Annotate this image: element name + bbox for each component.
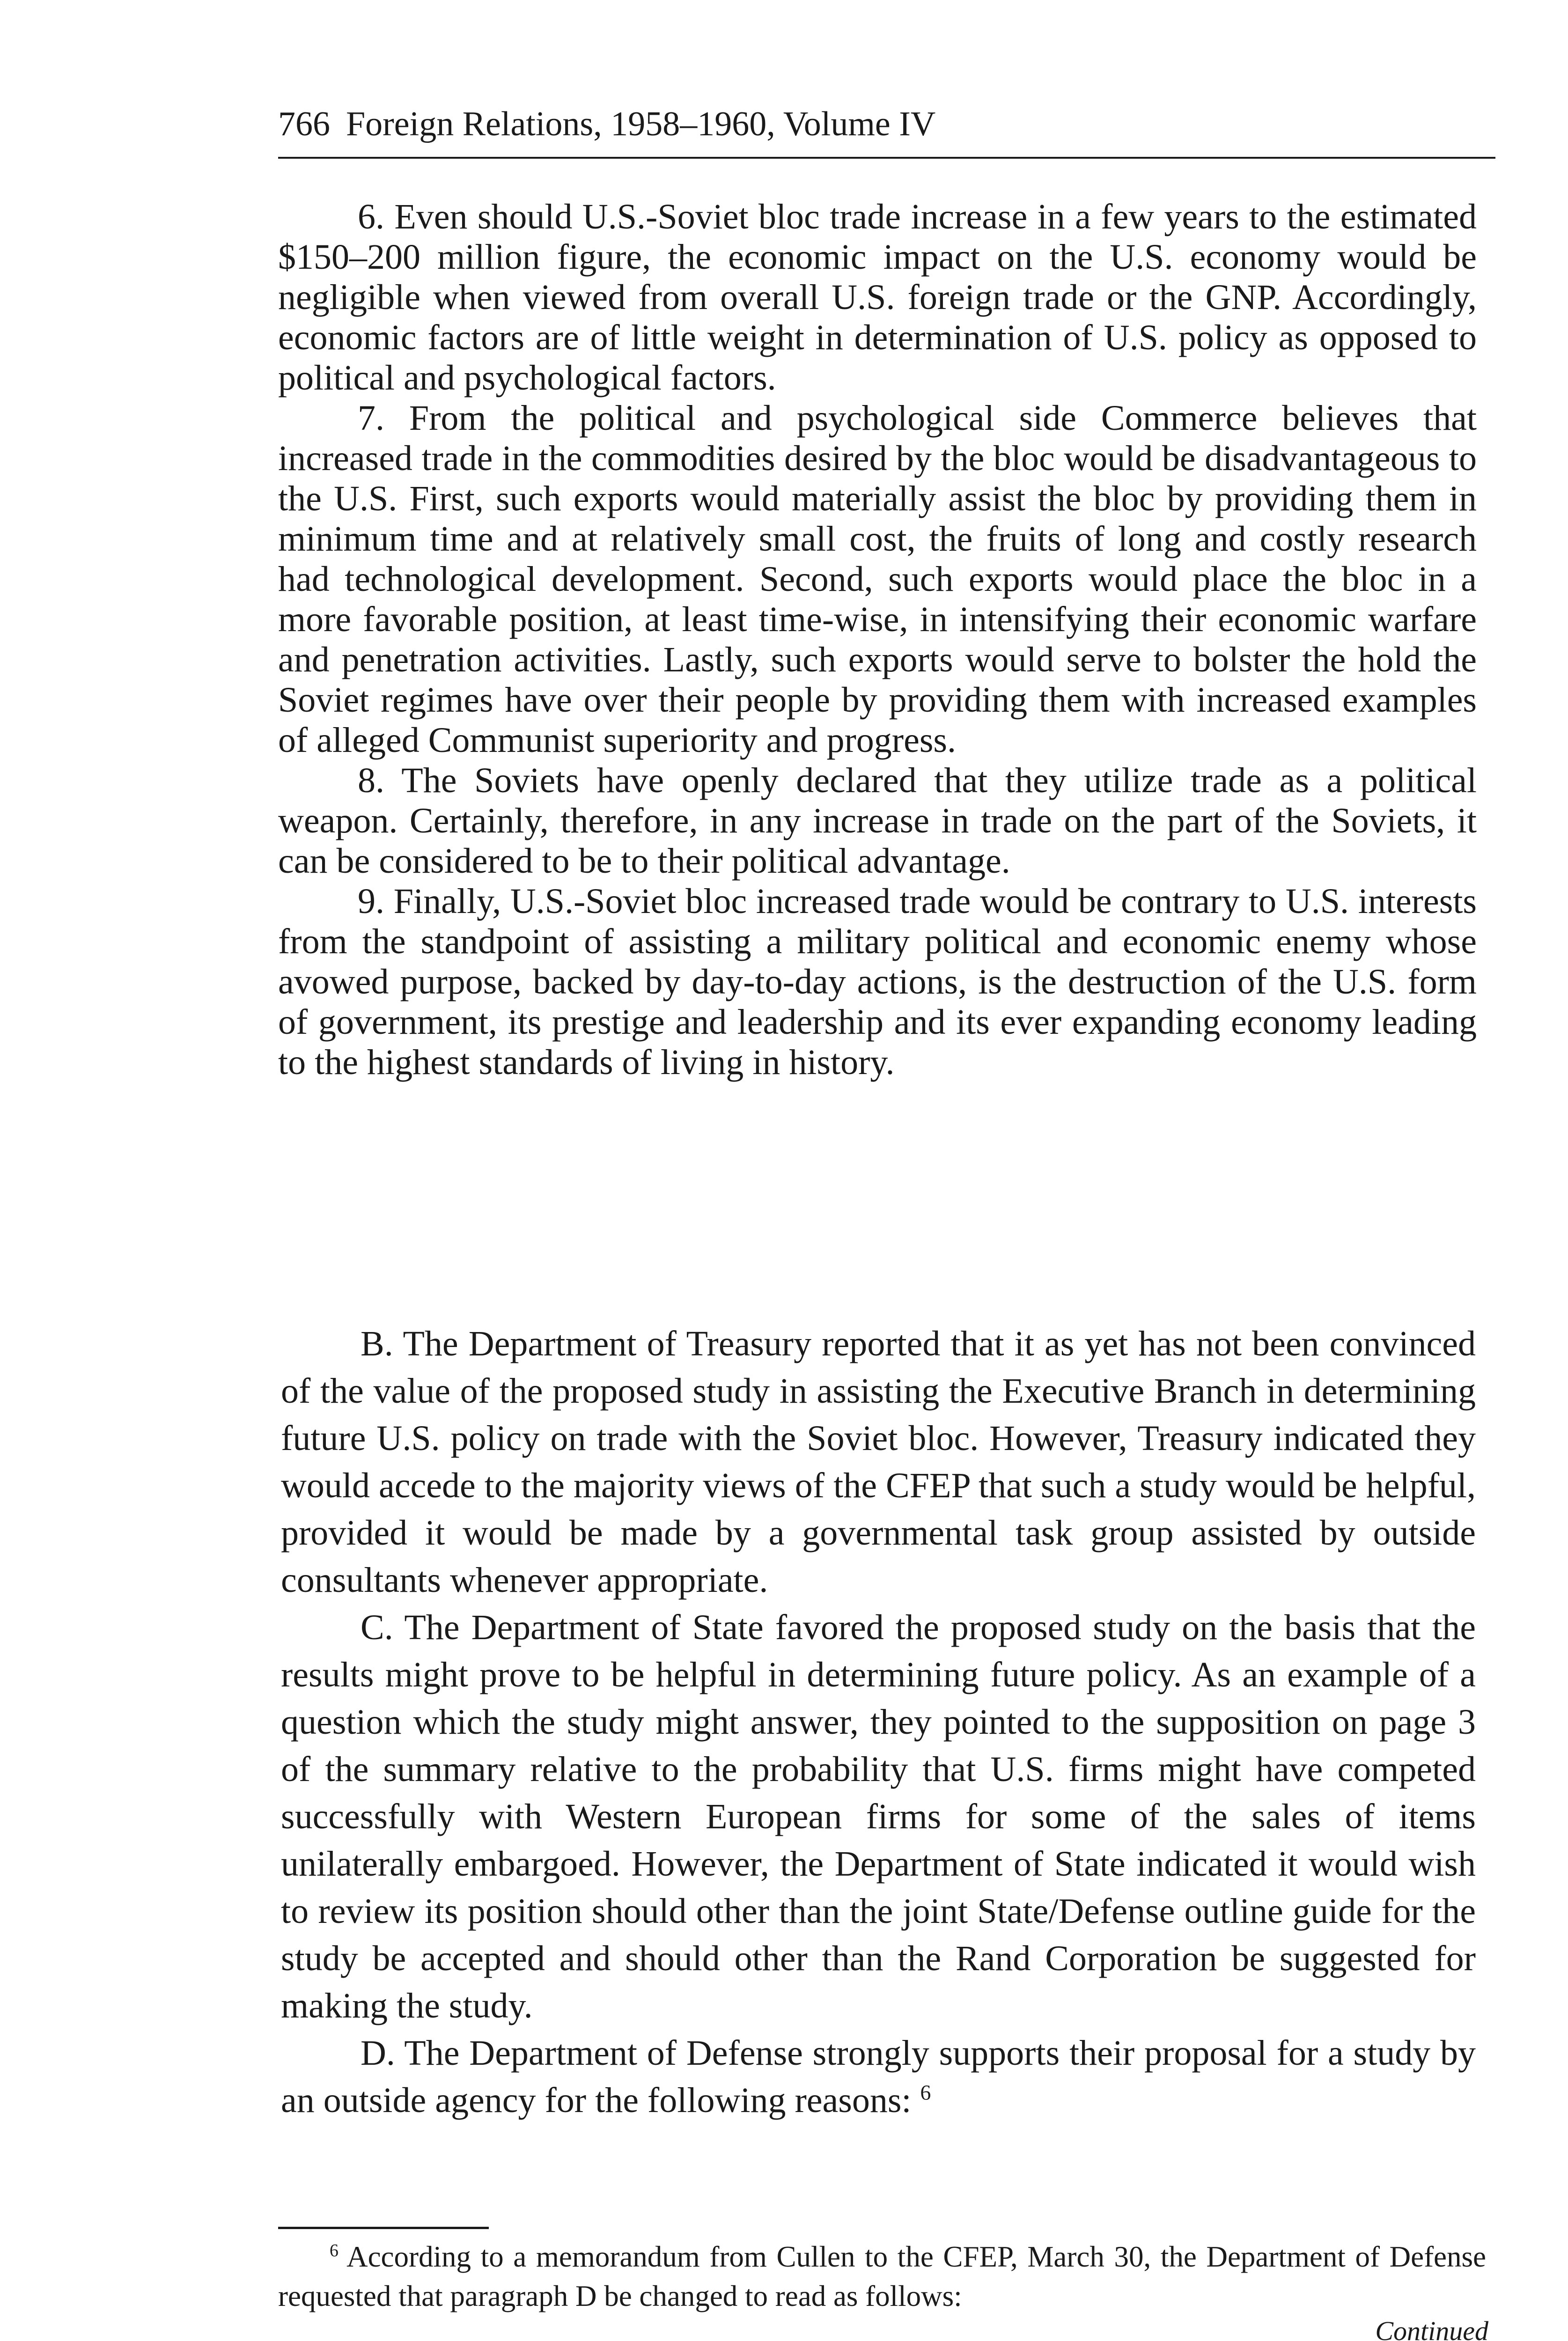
paragraph-d-text: D. The Department of Defense strongly supports their proposal for a study by an outside agency for the following reasons: [281, 2033, 1476, 2120]
footnote-text: According to a memorandum from Cullen to the CFEP, March 30, the Department of Defense requested that paragraph D be changed to read as follows: [278, 2240, 1486, 2312]
footnote-divider [278, 2227, 489, 2229]
paragraph-d [281, 2030, 1476, 2124]
paragraph-c: C. The Department of State favored the proposed study on the basis that the results might prove to be helpful in determining future policy. As an example of a question which the study might answer, they pointed to the supposition on page 3 of the summary relative to the probability that U.S. firms might have competed successfully with Western European firms for some of the sales of items unilaterally embargoed. However, the Department of State indicated it would wish to review its position should other than the joint State/Defense outline guide for the study be accepted and should other than the Rand Corporation be suggested for making the study. [281, 1608, 1476, 2025]
running-header [278, 98, 1495, 159]
paragraph-7: 7. From the political and psychological side Commerce believes that increased trade in the commodities desired by the bloc would be disadvantageous to the U.S. First, such exports would materially assist the bloc by providing them in minimum time and at relatively small cost, the fruits of long and costly research had technological development. Second, such exports would place the bloc in a more favorable position, at least time-wise, in intensifying their economic warfare and penetration activities. Lastly, such exports would serve to bolster the hold the Soviet regimes have over their people by providing them with increased examples of alleged Communist superiority and progress. [278, 398, 1477, 760]
paragraph-9: 9. Finally, U.S.-Soviet bloc increased trade would be contrary to U.S. interests from the standpoint of assisting a military political and economic enemy whose avowed purpose, backed by day-to-day actions, is the destruction of the U.S. form of government, its prestige and leadership and its ever expanding economy leading to the highest standards of living in history. [278, 882, 1477, 1082]
footnote-reference: 6 [920, 2080, 931, 2105]
paragraph-b: B. The Department of Treasury reported that it as yet has not been convinced of the value of the proposed study in assisting the Executive Branch in determining future U.S. policy on trade with the Soviet bloc. However, Treasury indicated they would accede to the majority views of the CFEP that such a study would be helpful, provided it would be made by a governmental task group assisted by outside consultants whenever appropriate. [281, 1324, 1476, 1600]
paragraph-8: 8. The Soviets have openly declared that they utilize trade as a political weapon. Certainly, therefore, in any increase in trade on the part of the Soviets, it can be considered to be to their political advantage. [278, 761, 1477, 881]
continued-label: Continued [1375, 2316, 1488, 2341]
paragraph-6: 6. Even should U.S.-Soviet bloc trade increase in a few years to the estimated $150–200 million figure, the economic impact on the U.S. economy would be negligible when viewed from overall U.S. foreign trade or the GNP. Accordingly, economic factors are of little weight in determination of U.S. policy as opposed to political and psychological factors. [278, 197, 1477, 398]
page-number: 766 [278, 105, 330, 143]
footnote [278, 2237, 1486, 2316]
lettered-paragraphs [281, 1320, 1476, 2124]
numbered-paragraphs [278, 197, 1477, 1082]
running-title: Foreign Relations, 1958–1960, Volume IV [346, 105, 936, 143]
footnote-marker: 6 [330, 2241, 339, 2260]
